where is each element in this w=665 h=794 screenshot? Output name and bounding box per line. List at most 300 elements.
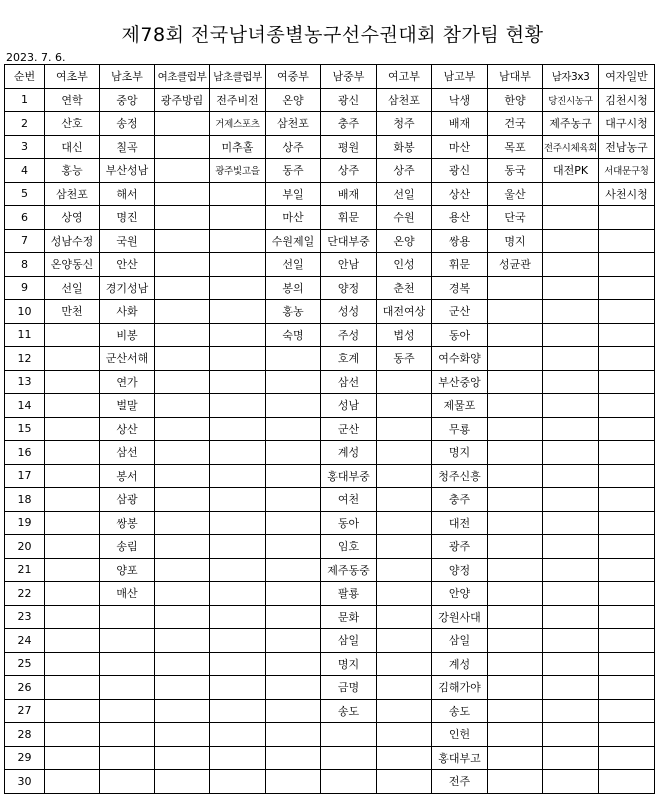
team-cell xyxy=(543,558,599,582)
team-cell xyxy=(45,417,100,441)
team-cell xyxy=(543,370,599,394)
team-cell xyxy=(210,300,266,324)
team-cell xyxy=(155,300,210,324)
team-cell: 대전PK xyxy=(543,159,599,183)
table-row xyxy=(5,253,655,277)
table-row xyxy=(5,605,655,629)
team-cell: 마산 xyxy=(266,206,321,230)
team-cell xyxy=(266,629,321,653)
team-cell: 상주 xyxy=(377,159,432,183)
team-cell xyxy=(155,229,210,253)
team-cell: 온양 xyxy=(377,229,432,253)
team-cell xyxy=(543,441,599,465)
team-cell: 동주 xyxy=(377,347,432,371)
row-number-cell: 20 xyxy=(5,535,45,559)
table-row xyxy=(5,652,655,676)
column-header: 여초클럽부 xyxy=(155,65,210,89)
team-cell: 법성 xyxy=(377,323,432,347)
column-header: 남초클럽부 xyxy=(210,65,266,89)
team-cell: 한양 xyxy=(488,88,543,112)
team-cell xyxy=(210,229,266,253)
column-header: 여초부 xyxy=(45,65,100,89)
team-cell: 미추홀 xyxy=(210,135,266,159)
team-cell xyxy=(599,511,655,535)
team-cell: 팔룡 xyxy=(321,582,377,606)
team-cell xyxy=(599,253,655,277)
row-number-cell: 24 xyxy=(5,629,45,653)
row-number-cell: 17 xyxy=(5,464,45,488)
team-cell xyxy=(45,347,100,371)
team-cell xyxy=(155,206,210,230)
team-cell xyxy=(45,464,100,488)
team-cell xyxy=(543,464,599,488)
column-header: 여자일반 xyxy=(599,65,655,89)
table-row xyxy=(5,135,655,159)
team-cell xyxy=(155,417,210,441)
team-cell xyxy=(155,276,210,300)
team-cell xyxy=(321,723,377,747)
team-cell xyxy=(377,582,432,606)
team-cell: 여천 xyxy=(321,488,377,512)
team-cell xyxy=(210,253,266,277)
team-cell xyxy=(321,770,377,794)
team-cell: 충주 xyxy=(321,112,377,136)
team-cell: 해서 xyxy=(100,182,155,206)
team-cell xyxy=(210,488,266,512)
team-cell xyxy=(377,394,432,418)
team-cell: 사화 xyxy=(100,300,155,324)
team-cell xyxy=(155,629,210,653)
team-cell: 서대문구청 xyxy=(599,159,655,183)
row-number-cell: 5 xyxy=(5,182,45,206)
table-row xyxy=(5,699,655,723)
team-cell xyxy=(155,723,210,747)
team-cell: 마산 xyxy=(432,135,488,159)
team-cell xyxy=(100,629,155,653)
team-cell xyxy=(543,229,599,253)
team-cell xyxy=(488,676,543,700)
team-cell xyxy=(210,535,266,559)
column-header: 남중부 xyxy=(321,65,377,89)
team-cell xyxy=(210,699,266,723)
team-cell xyxy=(155,535,210,559)
team-cell: 당진시농구 xyxy=(543,88,599,112)
team-cell: 삼광 xyxy=(100,488,155,512)
team-cell xyxy=(45,323,100,347)
team-cell xyxy=(377,464,432,488)
team-cell: 김천시청 xyxy=(599,88,655,112)
team-cell xyxy=(543,770,599,794)
team-cell xyxy=(266,558,321,582)
team-cell xyxy=(599,558,655,582)
table-row xyxy=(5,558,655,582)
team-cell: 대구시청 xyxy=(599,112,655,136)
team-cell: 명지 xyxy=(488,229,543,253)
team-cell xyxy=(45,605,100,629)
team-cell xyxy=(266,464,321,488)
table-row xyxy=(5,159,655,183)
team-cell xyxy=(45,582,100,606)
team-cell: 광주방림 xyxy=(155,88,210,112)
team-cell: 청주신흥 xyxy=(432,464,488,488)
row-number-cell: 14 xyxy=(5,394,45,418)
team-cell: 주성 xyxy=(321,323,377,347)
team-cell: 송도 xyxy=(432,699,488,723)
team-cell: 송도 xyxy=(321,699,377,723)
team-cell xyxy=(599,699,655,723)
team-cell xyxy=(45,370,100,394)
table-row xyxy=(5,676,655,700)
team-cell: 울산 xyxy=(488,182,543,206)
date-label: 2023. 7. 6. xyxy=(6,51,66,64)
team-cell: 낙생 xyxy=(432,88,488,112)
team-cell: 매산 xyxy=(100,582,155,606)
team-cell: 동국 xyxy=(488,159,543,183)
team-cell xyxy=(377,511,432,535)
column-header: 여고부 xyxy=(377,65,432,89)
team-cell xyxy=(488,582,543,606)
column-header: 여중부 xyxy=(266,65,321,89)
team-cell: 인성 xyxy=(377,253,432,277)
team-cell xyxy=(100,723,155,747)
team-cell xyxy=(45,652,100,676)
team-cell xyxy=(377,629,432,653)
team-cell xyxy=(377,370,432,394)
team-cell: 제주동중 xyxy=(321,558,377,582)
team-cell xyxy=(100,652,155,676)
team-cell xyxy=(377,723,432,747)
team-cell xyxy=(488,488,543,512)
team-cell xyxy=(210,770,266,794)
team-cell: 부산중앙 xyxy=(432,370,488,394)
team-cell: 광신 xyxy=(432,159,488,183)
table-row xyxy=(5,464,655,488)
team-cell xyxy=(45,676,100,700)
team-cell xyxy=(599,276,655,300)
team-cell xyxy=(210,652,266,676)
team-cell: 숙명 xyxy=(266,323,321,347)
team-cell xyxy=(155,394,210,418)
team-cell xyxy=(543,629,599,653)
table-row xyxy=(5,300,655,324)
team-cell xyxy=(210,206,266,230)
row-number-cell: 19 xyxy=(5,511,45,535)
team-cell: 화봉 xyxy=(377,135,432,159)
team-cell: 대신 xyxy=(45,135,100,159)
team-cell xyxy=(266,347,321,371)
team-cell: 안양 xyxy=(432,582,488,606)
row-number-cell: 7 xyxy=(5,229,45,253)
team-cell: 광주빛고을 xyxy=(210,159,266,183)
table-body xyxy=(5,88,655,793)
team-cell xyxy=(377,676,432,700)
team-cell: 연가 xyxy=(100,370,155,394)
team-cell xyxy=(100,770,155,794)
team-cell xyxy=(266,699,321,723)
team-cell: 임호 xyxy=(321,535,377,559)
table-header-row xyxy=(5,65,655,89)
row-number-cell: 21 xyxy=(5,558,45,582)
team-cell xyxy=(488,370,543,394)
team-cell: 강원사대 xyxy=(432,605,488,629)
team-cell xyxy=(543,206,599,230)
row-number-cell: 4 xyxy=(5,159,45,183)
team-cell xyxy=(543,605,599,629)
row-number-cell: 8 xyxy=(5,253,45,277)
team-cell xyxy=(155,370,210,394)
team-cell xyxy=(543,253,599,277)
team-cell xyxy=(488,394,543,418)
team-cell: 군산서해 xyxy=(100,347,155,371)
team-cell xyxy=(377,417,432,441)
row-number-cell: 9 xyxy=(5,276,45,300)
team-cell xyxy=(155,135,210,159)
team-cell: 산호 xyxy=(45,112,100,136)
team-cell xyxy=(155,770,210,794)
team-cell xyxy=(210,582,266,606)
team-cell xyxy=(543,394,599,418)
team-cell xyxy=(266,676,321,700)
table-row xyxy=(5,535,655,559)
team-cell: 홍농 xyxy=(266,300,321,324)
team-cell xyxy=(543,582,599,606)
team-cell xyxy=(599,229,655,253)
team-cell xyxy=(45,488,100,512)
team-cell xyxy=(488,558,543,582)
team-cell: 상영 xyxy=(45,206,100,230)
team-cell: 용산 xyxy=(432,206,488,230)
team-cell: 온양동신 xyxy=(45,253,100,277)
team-cell: 수원제일 xyxy=(266,229,321,253)
table-row xyxy=(5,417,655,441)
team-cell: 칠곡 xyxy=(100,135,155,159)
team-cell xyxy=(45,770,100,794)
team-cell: 배재 xyxy=(432,112,488,136)
team-cell xyxy=(155,488,210,512)
page-title: 제78회 전국남녀종별농구선수권대회 참가팀 현황 xyxy=(121,24,544,46)
team-cell xyxy=(488,511,543,535)
team-cell: 여수화양 xyxy=(432,347,488,371)
team-cell: 목포 xyxy=(488,135,543,159)
table-row xyxy=(5,206,655,230)
team-cell xyxy=(45,394,100,418)
team-cell xyxy=(599,676,655,700)
team-cell xyxy=(155,511,210,535)
team-cell: 춘천 xyxy=(377,276,432,300)
team-cell xyxy=(488,300,543,324)
team-cell: 만천 xyxy=(45,300,100,324)
team-cell: 전주 xyxy=(432,770,488,794)
team-cell xyxy=(155,582,210,606)
team-cell xyxy=(543,488,599,512)
team-cell xyxy=(210,182,266,206)
team-cell: 충주 xyxy=(432,488,488,512)
team-cell xyxy=(210,558,266,582)
team-cell xyxy=(488,746,543,770)
team-cell: 평원 xyxy=(321,135,377,159)
team-cell xyxy=(488,770,543,794)
team-cell xyxy=(599,488,655,512)
team-cell xyxy=(210,370,266,394)
team-cell: 명지 xyxy=(321,652,377,676)
team-cell: 온양 xyxy=(266,88,321,112)
team-cell xyxy=(488,276,543,300)
team-cell: 군산 xyxy=(432,300,488,324)
row-number-cell: 28 xyxy=(5,723,45,747)
team-cell xyxy=(543,652,599,676)
table-row xyxy=(5,770,655,794)
row-number-cell: 27 xyxy=(5,699,45,723)
team-cell xyxy=(45,535,100,559)
team-cell xyxy=(488,699,543,723)
team-cell: 금명 xyxy=(321,676,377,700)
team-cell xyxy=(377,746,432,770)
team-cell: 대전여상 xyxy=(377,300,432,324)
team-cell xyxy=(210,723,266,747)
team-cell: 동아 xyxy=(432,323,488,347)
team-cell xyxy=(266,652,321,676)
team-cell xyxy=(45,441,100,465)
team-cell xyxy=(100,746,155,770)
team-cell xyxy=(210,347,266,371)
team-cell: 제물포 xyxy=(432,394,488,418)
team-cell xyxy=(155,347,210,371)
team-cell: 동주 xyxy=(266,159,321,183)
team-cell xyxy=(210,441,266,465)
team-cell xyxy=(210,746,266,770)
row-number-cell: 23 xyxy=(5,605,45,629)
team-cell: 연학 xyxy=(45,88,100,112)
team-cell xyxy=(155,159,210,183)
team-cell: 배재 xyxy=(321,182,377,206)
row-number-cell: 1 xyxy=(5,88,45,112)
team-cell xyxy=(100,676,155,700)
team-cell: 봉의 xyxy=(266,276,321,300)
team-cell: 무룡 xyxy=(432,417,488,441)
team-cell: 군산 xyxy=(321,417,377,441)
table-row xyxy=(5,347,655,371)
team-cell: 삼천포 xyxy=(377,88,432,112)
team-cell xyxy=(599,605,655,629)
team-cell xyxy=(543,323,599,347)
team-cell xyxy=(599,535,655,559)
row-number-cell: 12 xyxy=(5,347,45,371)
team-cell xyxy=(155,464,210,488)
team-cell xyxy=(543,276,599,300)
team-cell xyxy=(488,605,543,629)
team-cell xyxy=(488,417,543,441)
row-number-cell: 22 xyxy=(5,582,45,606)
row-number-cell: 10 xyxy=(5,300,45,324)
team-cell xyxy=(488,441,543,465)
team-cell xyxy=(599,629,655,653)
team-cell xyxy=(599,582,655,606)
team-cell xyxy=(543,699,599,723)
team-cell: 삼천포 xyxy=(45,182,100,206)
team-cell xyxy=(488,347,543,371)
team-cell xyxy=(599,347,655,371)
row-number-cell: 11 xyxy=(5,323,45,347)
team-cell: 송정 xyxy=(100,112,155,136)
team-cell: 경기성남 xyxy=(100,276,155,300)
team-cell: 성남 xyxy=(321,394,377,418)
team-cell xyxy=(488,629,543,653)
row-number-cell: 13 xyxy=(5,370,45,394)
team-cell: 양정 xyxy=(321,276,377,300)
team-cell xyxy=(543,182,599,206)
table-row xyxy=(5,723,655,747)
team-cell xyxy=(599,723,655,747)
team-cell: 성균관 xyxy=(488,253,543,277)
team-cell xyxy=(266,417,321,441)
team-cell xyxy=(155,182,210,206)
team-cell xyxy=(377,535,432,559)
table-row xyxy=(5,276,655,300)
team-cell xyxy=(155,676,210,700)
table-row xyxy=(5,629,655,653)
team-cell xyxy=(45,746,100,770)
table-row xyxy=(5,88,655,112)
team-cell: 삼천포 xyxy=(266,112,321,136)
team-cell: 계성 xyxy=(432,652,488,676)
team-cell: 국원 xyxy=(100,229,155,253)
team-cell xyxy=(266,394,321,418)
table-row xyxy=(5,582,655,606)
table-row xyxy=(5,182,655,206)
team-cell xyxy=(543,723,599,747)
team-cell xyxy=(266,582,321,606)
row-number-cell: 26 xyxy=(5,676,45,700)
team-cell: 비봉 xyxy=(100,323,155,347)
table-row xyxy=(5,746,655,770)
team-cell xyxy=(377,558,432,582)
team-cell: 대전 xyxy=(432,511,488,535)
team-cell xyxy=(599,370,655,394)
team-cell: 선일 xyxy=(377,182,432,206)
team-cell: 전주시체육회 xyxy=(543,135,599,159)
column-header: 남대부 xyxy=(488,65,543,89)
team-cell xyxy=(543,417,599,441)
team-cell xyxy=(266,370,321,394)
team-cell: 삼선 xyxy=(321,370,377,394)
team-cell: 단대부중 xyxy=(321,229,377,253)
team-cell xyxy=(488,464,543,488)
team-cell xyxy=(377,699,432,723)
team-cell: 광신 xyxy=(321,88,377,112)
team-cell: 인헌 xyxy=(432,723,488,747)
team-cell: 성성 xyxy=(321,300,377,324)
team-cell xyxy=(488,323,543,347)
table-row xyxy=(5,441,655,465)
team-cell xyxy=(266,511,321,535)
team-cell: 안남 xyxy=(321,253,377,277)
team-cell xyxy=(45,629,100,653)
row-number-cell: 16 xyxy=(5,441,45,465)
team-cell xyxy=(599,323,655,347)
team-cell xyxy=(543,535,599,559)
team-cell xyxy=(210,276,266,300)
team-cell: 호계 xyxy=(321,347,377,371)
team-cell xyxy=(599,770,655,794)
team-cell xyxy=(155,746,210,770)
team-cell xyxy=(45,699,100,723)
column-header: 남초부 xyxy=(100,65,155,89)
team-cell xyxy=(266,605,321,629)
team-cell xyxy=(599,464,655,488)
row-number-cell: 29 xyxy=(5,746,45,770)
team-cell xyxy=(599,206,655,230)
team-cell xyxy=(155,605,210,629)
